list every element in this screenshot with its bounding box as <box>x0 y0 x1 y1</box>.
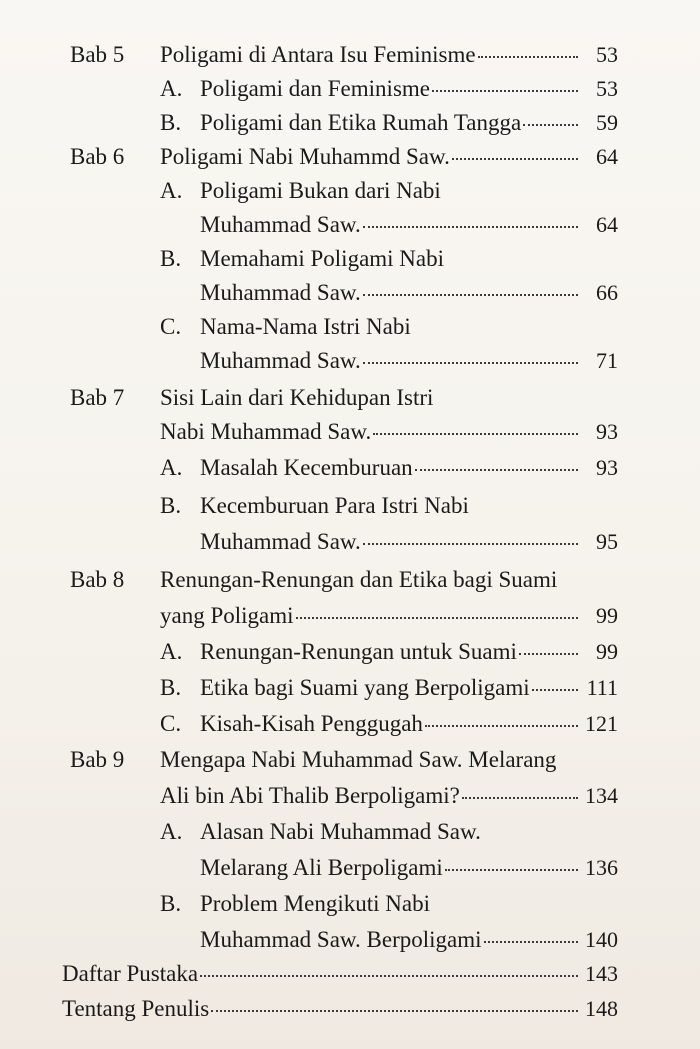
chapter-7-page: 93 <box>596 419 618 444</box>
chapter-5-title: Poligami di Antara Isu Feminisme <box>160 42 476 67</box>
item-8a-letter: A. <box>160 639 183 664</box>
item-7b-letter: B. <box>160 493 182 518</box>
item-8b-entry <box>200 673 618 703</box>
item-6b-title-line1: Memahami Poligami Nabi <box>200 246 445 271</box>
item-5b-title: Poligami dan Etika Rumah Tangga <box>200 110 522 135</box>
item-9a-page: 136 <box>585 855 618 880</box>
dot-leader <box>200 975 578 977</box>
chapter-5-entry <box>160 40 618 70</box>
dot-leader <box>519 653 578 655</box>
item-9a-entry <box>200 853 618 883</box>
chapter-8-number: Bab 8 <box>70 567 125 592</box>
about-author-title: Tentang Penulis <box>62 996 210 1021</box>
item-5a-title: Poligami dan Feminisme <box>200 76 430 101</box>
dot-leader <box>425 725 578 727</box>
item-6b-page: 66 <box>596 280 618 305</box>
chapter-7-entry <box>160 417 618 447</box>
dot-leader <box>363 294 578 296</box>
item-5a-entry <box>200 74 618 104</box>
item-7b-title-line1: Kecemburuan Para Istri Nabi <box>200 493 469 518</box>
item-7a-page: 93 <box>596 455 618 480</box>
item-7b-title-line2: Muhammad Saw. <box>200 529 361 554</box>
dot-leader <box>532 689 578 691</box>
item-9b-page: 140 <box>585 927 618 952</box>
item-7a-letter: A. <box>160 455 183 480</box>
item-8a-title: Renungan-Renungan untuk Suami <box>200 639 517 664</box>
item-7a-title: Masalah Kecemburuan <box>200 455 413 480</box>
chapter-8-title-line2: yang Poligami <box>160 603 294 628</box>
chapter-5-page: 53 <box>596 42 618 67</box>
dot-leader <box>363 543 578 545</box>
dot-leader <box>363 226 578 228</box>
dot-leader <box>445 869 578 871</box>
dot-leader <box>523 124 578 126</box>
item-9b-entry <box>200 925 618 955</box>
item-9a-title-line2: Melarang Ali Berpoligami <box>200 855 443 880</box>
item-5a-page: 53 <box>596 76 618 101</box>
about-author-page: 148 <box>585 996 618 1021</box>
chapter-5-number: Bab 5 <box>70 42 125 67</box>
about-author-entry <box>62 994 618 1024</box>
item-7b-entry <box>200 527 618 557</box>
bibliography-title: Daftar Pustaka <box>62 961 199 986</box>
dot-leader <box>462 797 578 799</box>
dot-leader <box>211 1010 578 1012</box>
chapter-6-page: 64 <box>596 144 618 169</box>
dot-leader <box>296 617 578 619</box>
item-6c-letter: C. <box>160 314 182 339</box>
chapter-7-title-line2: Nabi Muhammad Saw. <box>160 419 372 444</box>
item-5b-entry <box>200 108 618 138</box>
chapter-7-number: Bab 7 <box>70 385 125 410</box>
bibliography-page: 143 <box>585 961 618 986</box>
dot-leader <box>415 469 578 471</box>
item-8c-page: 121 <box>585 711 618 736</box>
item-9b-title-line1: Problem Mengikuti Nabi <box>200 891 430 916</box>
item-6b-letter: B. <box>160 246 182 271</box>
chapter-8-page: 99 <box>596 603 618 628</box>
item-8c-entry <box>200 709 618 739</box>
item-7b-page: 95 <box>596 529 618 554</box>
item-8b-letter: B. <box>160 675 182 700</box>
item-6b-title-line2: Muhammad Saw. <box>200 280 361 305</box>
chapter-6-title: Poligami Nabi Muhammd Saw. <box>160 144 450 169</box>
chapter-9-entry <box>160 781 618 811</box>
item-6a-title-line1: Poligami Bukan dari Nabi <box>200 178 441 203</box>
item-6a-entry <box>200 210 618 240</box>
chapter-9-page: 134 <box>585 783 618 808</box>
chapter-9-number: Bab 9 <box>70 747 125 772</box>
item-5b-letter: B. <box>160 110 182 135</box>
dot-leader <box>363 362 578 364</box>
chapter-9-title-line2: Ali bin Abi Thalib Berpoligami? <box>160 783 460 808</box>
dot-leader <box>484 941 579 943</box>
item-6c-title-line2: Muhammad Saw. <box>200 348 361 373</box>
item-5b-page: 59 <box>596 110 618 135</box>
item-8c-title: Kisah-Kisah Penggugah <box>200 711 423 736</box>
item-8b-page: 111 <box>586 675 618 700</box>
item-8a-page: 99 <box>596 639 618 664</box>
item-6a-letter: A. <box>160 178 183 203</box>
item-6b-entry <box>200 278 618 308</box>
item-6c-page: 71 <box>596 348 618 373</box>
item-6a-title-line2: Muhammad Saw. <box>200 212 361 237</box>
item-9b-title-line2: Muhammad Saw. Berpoligami <box>200 927 482 952</box>
item-6c-entry <box>200 346 618 376</box>
item-9b-letter: B. <box>160 891 182 916</box>
chapter-9-title-line1: Mengapa Nabi Muhammad Saw. Melarang <box>160 747 557 772</box>
item-9a-title-line1: Alasan Nabi Muhammad Saw. <box>200 819 481 844</box>
item-6c-title-line1: Nama-Nama Istri Nabi <box>200 314 411 339</box>
dot-leader <box>478 56 578 58</box>
item-8a-entry <box>200 637 618 667</box>
dot-leader <box>373 433 578 435</box>
item-5a-letter: A. <box>160 76 183 101</box>
bibliography-entry <box>62 959 618 989</box>
chapter-8-title-line1: Renungan-Renungan dan Etika bagi Suami <box>160 567 558 592</box>
chapter-6-number: Bab 6 <box>70 144 125 169</box>
item-7a-entry <box>200 453 618 483</box>
item-9a-letter: A. <box>160 819 183 844</box>
item-8b-title: Etika bagi Suami yang Berpoligami <box>200 675 530 700</box>
dot-leader <box>432 90 578 92</box>
dot-leader <box>452 158 578 160</box>
chapter-7-title-line1: Sisi Lain dari Kehidupan Istri <box>160 385 434 410</box>
chapter-6-entry <box>160 142 618 172</box>
item-6a-page: 64 <box>596 212 618 237</box>
chapter-8-entry <box>160 601 618 631</box>
item-8c-letter: C. <box>160 711 182 736</box>
